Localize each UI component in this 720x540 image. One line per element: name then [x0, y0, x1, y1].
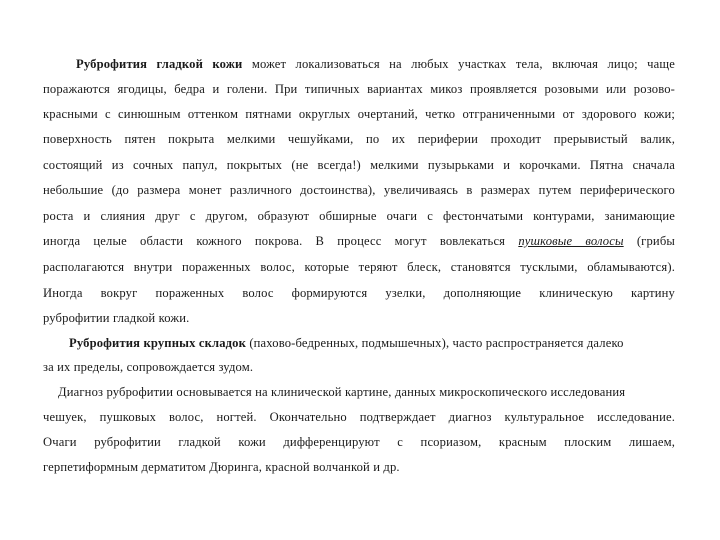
text-line: небольшие (до размера монет различного достоинства), увеличиваясь в размерах путем периферического [43, 183, 675, 197]
text-span: иногда целые области кожного покрова. В процесс могут вовлекаться [43, 234, 519, 248]
text-line: располагаются внутри пораженных волос, которые теряют блеск, становятся тусклыми, обламываются). [43, 260, 675, 274]
text-line: за их пределы, сопровождается зудом. [43, 360, 254, 374]
text-line [69, 335, 675, 351]
text-span: может локализоваться на любых участках тела, включая лицо; чаще [242, 57, 675, 71]
text-span: (пахово-бедренных, подмышечных), часто распространяется далеко [246, 336, 624, 350]
text-line: красными с синюшным оттенком пятнами округлых очертаний, четко отграниченными от здорового кожи; [43, 107, 675, 121]
text-line: Очаги руброфитии гладкой кожи дифференцируют с псориазом, красным плоским лишаем, [43, 435, 675, 449]
text-line: чешуек, пушковых волос, ногтей. Окончательно подтверждает диагноз культуральное исследование. [43, 410, 675, 424]
text-line: роста и слияния друг с другом, образуют обширные очаги с фестончатыми контурами, занимающие [43, 209, 675, 223]
italic-term: пушковые волосы [518, 234, 624, 248]
text-line [43, 233, 675, 249]
text-line: состоящий из сочных папул, покрытых (не всегда!) мелкими пузырьками и корочками. Пятна сначала [43, 158, 675, 172]
text-span: (грибы [623, 234, 675, 248]
text-line: Иногда вокруг пораженных волос формируются узелки, дополняющие клиническую картину [43, 286, 675, 300]
term-heading: Руброфития крупных складок [69, 336, 247, 350]
text-line: руброфитии гладкой кожи. [43, 311, 190, 325]
text-line [76, 56, 675, 72]
text-line: поверхность пятен покрыта мелкими чешуйками, по их периферии проходит прерывистый валик, [43, 132, 675, 146]
term-heading: Руброфития гладкой кожи [76, 57, 243, 71]
text-line: герпетиформным дерматитом Дюринга, красной волчанкой и др. [43, 460, 400, 474]
text-line: поражаются ягодицы, бедра и голени. При типичных вариантах микоз проявляется розовыми или розово- [43, 82, 675, 96]
text-line: Диагноз руброфитии основывается на клинической картине, данных микроскопического исследования [58, 385, 626, 399]
